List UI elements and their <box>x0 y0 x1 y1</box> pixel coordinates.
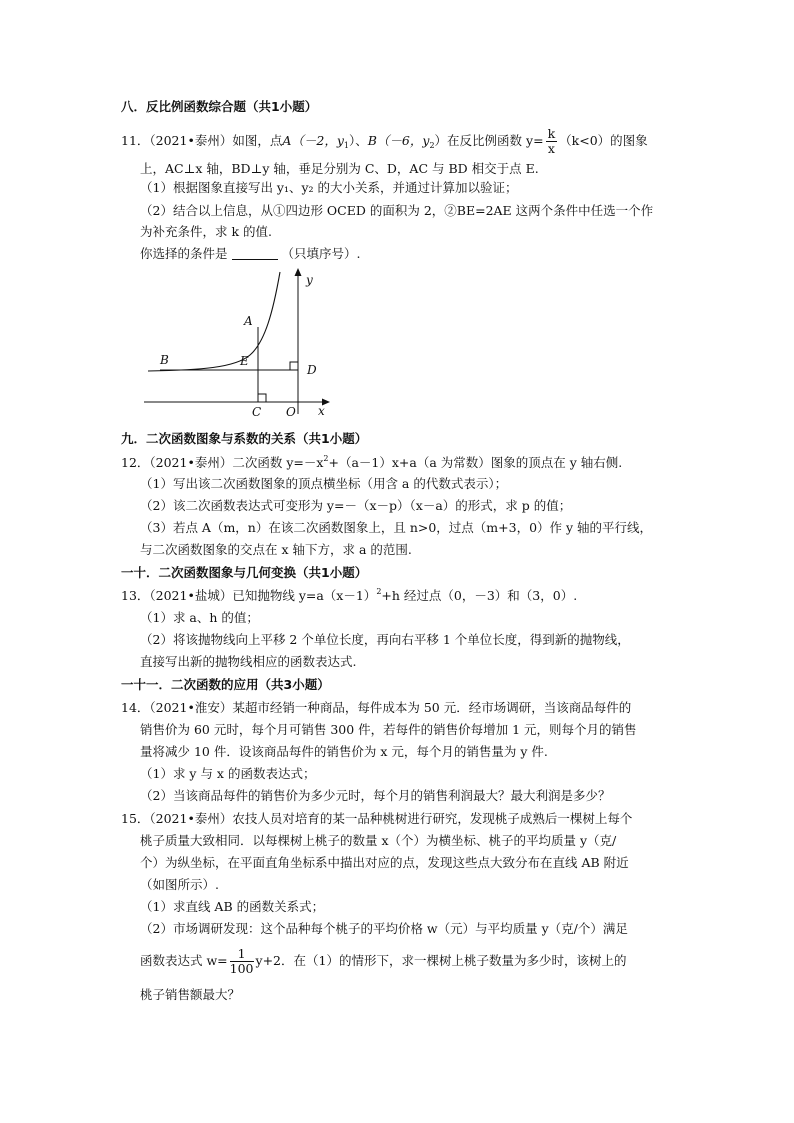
q12-line1 <box>121 455 622 471</box>
q11-fraction <box>546 127 558 156</box>
q11-mid: ）、 <box>348 133 368 148</box>
q15-part1: （1）求直线 AB 的函数关系式； <box>140 899 325 914</box>
q15-w-post: y+2．在（1）的情形下，求一棵树上桃子数量为多少时，该树上的 <box>255 953 627 968</box>
q11-part2a: （2）结合以上信息，从①四边形 OCED 的面积为 2，②BE=2AE 这两个条件中任选一个作 <box>140 203 654 218</box>
q11-frac-num: k <box>547 126 556 141</box>
q11-figure <box>140 262 350 422</box>
q11-point-b: B（－6，y <box>367 133 430 148</box>
q11-sub2: 2 <box>429 141 435 150</box>
q11-line2: 上，AC⊥x 轴，BD⊥y 轴，垂足分别为 C、D，AC 与 BD 相交于点 E. <box>140 161 539 176</box>
q11-prefix: 11．（2021•泰州）如图，点 <box>121 133 283 148</box>
label-o: O <box>286 405 296 419</box>
q15-frac-den: 100 <box>229 961 254 976</box>
label-a: A <box>244 314 253 328</box>
q12-pre: 12．（2021•泰州）二次函数 y=－x <box>121 455 324 470</box>
section-9-heading: 九．二次函数图象与系数的关系（共1小题） <box>121 431 368 446</box>
q14-line2: 销售价为 60 元时，每个月可销售 300 件，若每件的销售价每增加 1 元，则每个月的销售 <box>140 722 637 737</box>
q15-line3: 个）为纵坐标，在平面直角坐标系中描出对应的点，发现这些点大致分布在直线 AB 附近 <box>140 855 629 870</box>
q11-part2b: 为补充条件，求 k 的值. <box>140 224 272 239</box>
q15-part2b <box>140 944 626 978</box>
q13-part2: （2）将该抛物线向上平移 2 个单位长度，再向右平移 1 个单位长度，得到新的抛物线， <box>140 632 630 647</box>
q15-fraction <box>230 947 254 976</box>
q14-part1: （1）求 y 与 x 的函数表达式； <box>140 766 316 781</box>
label-b: B <box>160 353 169 367</box>
q12-part3: （3）若点 A（m，n）在该二次函数图象上，且 n>0，过点（m+3，0）作 y 轴的平行线， <box>140 520 653 535</box>
q11-choice-pre: 你选择的条件是 <box>140 246 228 261</box>
q11-point-a: A（－2，y <box>282 133 344 148</box>
label-x: x <box>318 404 325 418</box>
q11-choice <box>140 246 361 262</box>
q13-part1: （1）求 a、h 的值； <box>140 610 259 625</box>
q15-line1: 15．（2021•泰州）农技人员对培育的某一品种桃树进行研究，发现桃子成熟后一棵树上每个 <box>121 811 633 826</box>
q11-cond: （k<0）的图象 <box>559 133 648 148</box>
q12-sup: 2 <box>323 454 329 463</box>
section-8-heading: 八．反比例函数综合题（共1小题） <box>121 99 318 114</box>
q13-line1 <box>121 588 577 604</box>
section-10-heading: 一十．二次函数图象与几何变换（共1小题） <box>121 565 368 580</box>
q11-frac-den: x <box>547 141 555 156</box>
q12-post: +（a－1）x+a（a 为常数）图象的顶点在 y 轴右侧. <box>328 455 623 470</box>
q11-tail: ）在反比例函数 y= <box>434 133 544 148</box>
q11-choice-post: （只填序号）. <box>281 246 361 261</box>
q12-part3b: 与二次函数图象的交点在 x 轴下方，求 a 的范围. <box>140 542 412 557</box>
q11-answer-blank[interactable] <box>232 247 278 260</box>
q14-line1: 14．（2021•淮安）某超市经销一种商品，每件成本为 50 元．经市场调研，当该商品每件的 <box>121 700 632 715</box>
q15-part2: （2）市场调研发现：这个品种每个桃子的平均价格 w（元）与平均质量 y（克/个）满足 <box>140 921 628 936</box>
label-d: D <box>307 363 317 377</box>
q15-part2c: 桃子销售额最大？ <box>140 987 241 1002</box>
q13-sup: 2 <box>376 587 382 596</box>
q14-part2: （2）当该商品每件的销售价为多少元时，每个月的销售利润最大？最大利润是多少？ <box>140 788 611 803</box>
q12-part1: （1）写出该二次函数图象的顶点横坐标（用含 a 的代数式表示）； <box>140 476 508 491</box>
q11-line1 <box>121 127 648 156</box>
right-angle-d <box>290 362 298 370</box>
q13-pre: 13．（2021•盐城）已知抛物线 y=a（x－1） <box>121 588 377 603</box>
label-e: E <box>240 354 249 368</box>
q15-w-pre: 函数表达式 w= <box>140 953 228 968</box>
section-11-heading: 一十一．二次函数的应用（共3小题） <box>121 677 330 692</box>
y-axis-arrow <box>295 268 302 276</box>
q13-part2b: 直接写出新的抛物线相应的函数表达式. <box>140 654 357 669</box>
q14-line3: 量将减少 10 件．设该商品每件的销售价为 x 元，每个月的销售量为 y 件. <box>140 744 548 759</box>
q15-line2: 桃子质量大致相同．以每棵树上桃子的数量 x（个）为横坐标、桃子的平均质量 y（克/ <box>140 833 617 848</box>
q15-line4: （如图所示）. <box>140 877 219 892</box>
q11-sub1: 1 <box>343 141 349 150</box>
label-y: y <box>306 273 313 287</box>
label-c: C <box>252 405 262 419</box>
right-angle-c <box>258 394 266 402</box>
q15-frac-num: 1 <box>230 947 254 962</box>
q12-part2: （2）该二次函数表达式可变形为 y=－（x－p）（x－a）的形式，求 p 的值； <box>140 498 572 513</box>
q13-post: +h 经过点（0，－3）和（3，0）. <box>381 588 578 603</box>
q11-part1: （1）根据图象直接写出 y₁、y₂ 的大小关系，并通过计算加以验证； <box>140 180 518 195</box>
